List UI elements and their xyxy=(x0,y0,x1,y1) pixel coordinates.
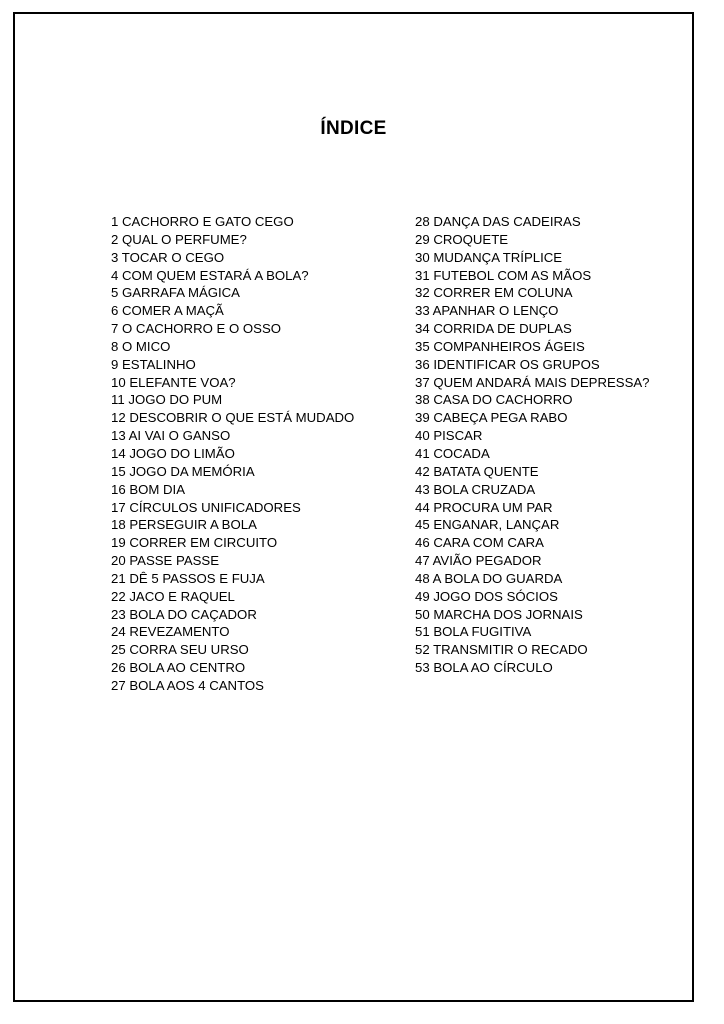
index-entry: 38 CASA DO CACHORRO xyxy=(415,392,573,408)
index-entry: 39 CABEÇA PEGA RABO xyxy=(415,410,568,426)
index-entry: 33 APANHAR O LENÇO xyxy=(415,303,559,319)
index-entry: 53 BOLA AO CÍRCULO xyxy=(415,660,553,676)
index-entry: 26 BOLA AO CENTRO xyxy=(111,660,246,676)
index-entry: 5 GARRAFA MÁGICA xyxy=(111,285,240,301)
index-entry: 1 CACHORRO E GATO CEGO xyxy=(111,214,294,229)
index-entry: 3 TOCAR O CEGO xyxy=(111,249,225,265)
index-entry: 14 JOGO DO LIMÃO xyxy=(111,445,235,461)
index-entry: 12 DESCOBRIR O QUE ESTÁ MUDADO xyxy=(111,410,355,426)
index-entry: 23 BOLA DO CAÇADOR xyxy=(111,606,257,622)
index-entry: 31 FUTEBOL COM AS MÃOS xyxy=(415,267,592,283)
index-entry: 9 ESTALINHO xyxy=(111,356,196,372)
index-entry: 24 REVEZAMENTO xyxy=(111,624,230,640)
index-entry: 47 AVIÃO PEGADOR xyxy=(415,553,542,569)
index-entry: 46 CARA COM CARA xyxy=(415,535,544,551)
index-entry: 35 COMPANHEIROS ÁGEIS xyxy=(415,338,585,354)
index-entry: 34 CORRIDA DE DUPLAS xyxy=(415,321,572,337)
index-entry: 2 QUAL O PERFUME? xyxy=(111,231,247,247)
index-entry: 19 CORRER EM CIRCUITO xyxy=(111,535,278,551)
index-entry: 25 CORRA SEU URSO xyxy=(111,642,249,658)
index-entry: 44 PROCURA UM PAR xyxy=(415,499,553,515)
index-entry: 32 CORRER EM COLUNA xyxy=(415,285,573,301)
index-entry: 20 PASSE PASSE xyxy=(111,553,219,569)
index-entry: 29 CROQUETE xyxy=(415,231,509,247)
index-entry: 27 BOLA AOS 4 CANTOS xyxy=(111,677,264,693)
page-title: ÍNDICE xyxy=(320,118,387,139)
index-entry: 8 O MICO xyxy=(111,338,171,354)
index-entry: 49 JOGO DOS SÓCIOS xyxy=(415,588,558,604)
index-entry: 40 PISCAR xyxy=(415,428,483,444)
index-entry: 4 COM QUEM ESTARÁ A BOLA? xyxy=(111,267,309,283)
index-entry: 36 IDENTIFICAR OS GRUPOS xyxy=(415,356,600,372)
index-entry: 22 JACO E RAQUEL xyxy=(111,588,235,604)
index-entry: 18 PERSEGUIR A BOLA xyxy=(111,517,257,533)
index-entry: 21 DÊ 5 PASSOS E FUJA xyxy=(111,570,265,586)
index-entry: 28 DANÇA DAS CADEIRAS xyxy=(415,214,581,229)
index-entry: 41 COCADA xyxy=(415,445,490,461)
index-entry: 42 BATATA QUENTE xyxy=(415,463,539,479)
index-entry: 45 ENGANAR, LANÇAR xyxy=(415,517,560,533)
index-entry: 48 A BOLA DO GUARDA xyxy=(415,570,563,586)
index-entry: 10 ELEFANTE VOA? xyxy=(111,374,236,390)
document-page xyxy=(13,12,694,1002)
index-list-left xyxy=(111,213,354,695)
index-entry: 13 AI VAI O GANSO xyxy=(111,428,231,444)
index-entry: 17 CÍRCULOS UNIFICADORES xyxy=(111,499,301,515)
index-entry: 51 BOLA FUGITIVA xyxy=(415,624,532,640)
index-entry: 15 JOGO DA MEMÓRIA xyxy=(111,463,255,479)
index-entry: 6 COMER A MAÇÃ xyxy=(111,303,224,319)
index-entry: 7 O CACHORRO E O OSSO xyxy=(111,321,282,337)
index-entry: 52 TRANSMITIR O RECADO xyxy=(415,642,588,658)
index-entry: 50 MARCHA DOS JORNAIS xyxy=(415,606,583,622)
index-entry: 30 MUDANÇA TRÍPLICE xyxy=(415,249,563,265)
index-entry: 11 JOGO DO PUM xyxy=(111,392,223,408)
index-list-right xyxy=(415,213,650,677)
index-entry: 37 QUEM ANDARÁ MAIS DEPRESSA? xyxy=(415,374,650,390)
index-entry: 43 BOLA CRUZADA xyxy=(415,481,536,497)
index-entry: 16 BOM DIA xyxy=(111,481,186,497)
